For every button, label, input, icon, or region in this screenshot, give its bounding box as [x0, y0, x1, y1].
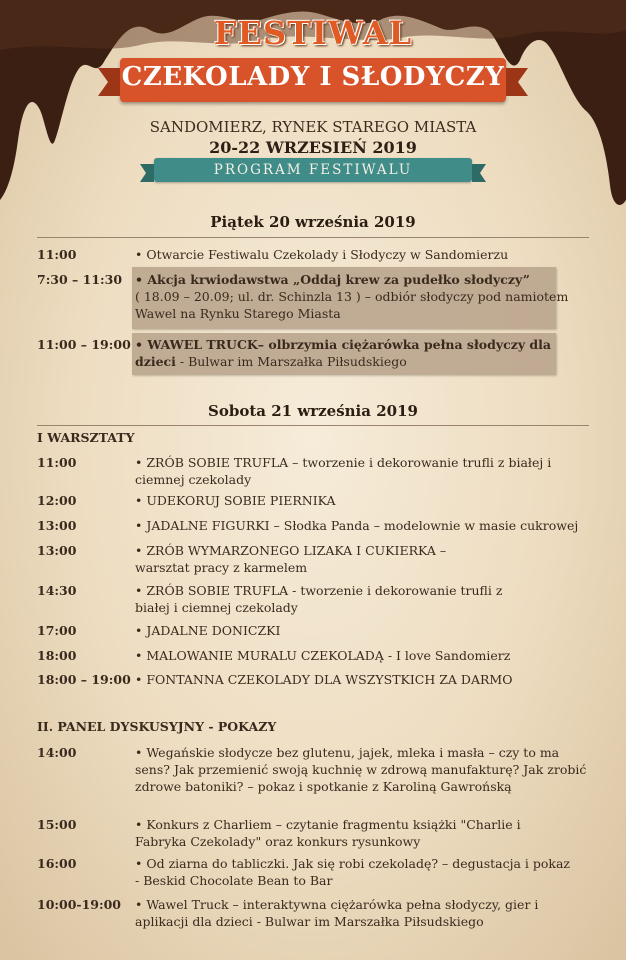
event-title: • Akcja krwiodawstwa „Oddaj krew za pudełko słodyczy” [135, 272, 530, 287]
description: - Bulwar im Marszałka Piłsudskiego [175, 354, 407, 369]
description: • ZRÓB WYMARZONEGO LIZAKA I CUKIERKA – warsztat pracy z karmelem [135, 543, 447, 575]
description: • ZRÓB SOBIE TRUFLA – tworzenie i dekorowanie trufli z białej i ciemnej czekolady [135, 455, 552, 487]
description: • Od ziarna do tabliczki. Jak się robi czekoladę? – degustacja i pokaz - Beskid Chocolate Bean to Bar [135, 856, 570, 888]
divider [37, 237, 589, 238]
description: • Konkurs z Charliem – czytanie fragmentu książki "Charlie i Fabryka Czekolady" oraz konkurs rysunkowy [135, 817, 521, 849]
friday-heading: Piątek 20 września 2019 [210, 213, 416, 231]
time: 17:00 [37, 623, 77, 638]
time: 18:00 [37, 648, 77, 663]
time: 15:00 [37, 817, 77, 832]
description: • Otwarcie Festiwalu Czekolady i Słodyczy w Sandomierzu [135, 247, 509, 262]
time: 11:00 [37, 455, 77, 470]
time: 13:00 [37, 543, 77, 558]
saturday-heading: Sobota 21 września 2019 [208, 402, 418, 420]
description-block [135, 336, 595, 370]
festival-title: FESTIWAL [213, 14, 413, 52]
time: 14:30 [37, 583, 77, 598]
description: • ZRÓB SOBIE TRUFLA - tworzenie i dekorowanie trufli z białej i ciemnej czekolady [135, 583, 503, 615]
description: • UDEKORUJ SOBIE PIERNIKA [135, 493, 336, 508]
time: 7:30 – 11:30 [37, 272, 123, 287]
festival-subtitle: CZEKOLADY I SŁODYCZY [121, 62, 505, 92]
time: 14:00 [37, 745, 77, 760]
time: 10:00-19:00 [37, 897, 121, 912]
description-block [135, 271, 595, 322]
description: • JADALNE FIGURKI – Słodka Panda – modelownie w masie cukrowej [135, 518, 579, 533]
time: 11:00 [37, 247, 77, 262]
description: ( 18.09 – 20.09; ul. dr. Schinzla 13 ) – odbiór słodyczy pod namiotem Wawel na Rynku Starego Miasta [135, 289, 569, 321]
event-title: • WAWEL TRUCK– olbrzymia ciężarówka pełna słodyczy dla dzieci [135, 337, 552, 369]
section-panels: II. PANEL DYSKUSYJNY - POKAZY [37, 719, 277, 734]
description: • JADALNE DONICZKI [135, 623, 281, 638]
divider [37, 425, 589, 426]
time: 13:00 [37, 518, 77, 533]
program-label: PROGRAM FESTIWALU [213, 162, 413, 178]
festival-dates: 20-22 WRZESIEŃ 2019 [209, 138, 417, 157]
section-workshops: I WARSZTATY [37, 430, 135, 445]
time: 16:00 [37, 856, 77, 871]
description: • MALOWANIE MURALU CZEKOLADĄ - I love Sandomierz [135, 648, 511, 663]
time: 18:00 – 19:00 [37, 672, 131, 687]
description: • Wawel Truck – interaktywna ciężarówka pełna słodyczy, gier i aplikacji dla dzieci - Bulwar im Marszałka Piłsudskiego [135, 897, 539, 929]
location: SANDOMIERZ, RYNEK STAREGO MIASTA [149, 118, 477, 136]
description: • FONTANNA CZEKOLADY DLA WSZYSTKICH ZA DARMO [135, 672, 513, 687]
description: • Wegańskie słodycze bez glutenu, jajek, mleka i masła – czy to ma sens? Jak przemienić swoją kuchnię w zdrową manufakturę? Jak zrobić zdrowe batoniki? – pokaz i spotkanie z Karoliną Gawrońską [135, 745, 587, 794]
time: 11:00 – 19:00 [37, 337, 131, 352]
time: 12:00 [37, 493, 77, 508]
